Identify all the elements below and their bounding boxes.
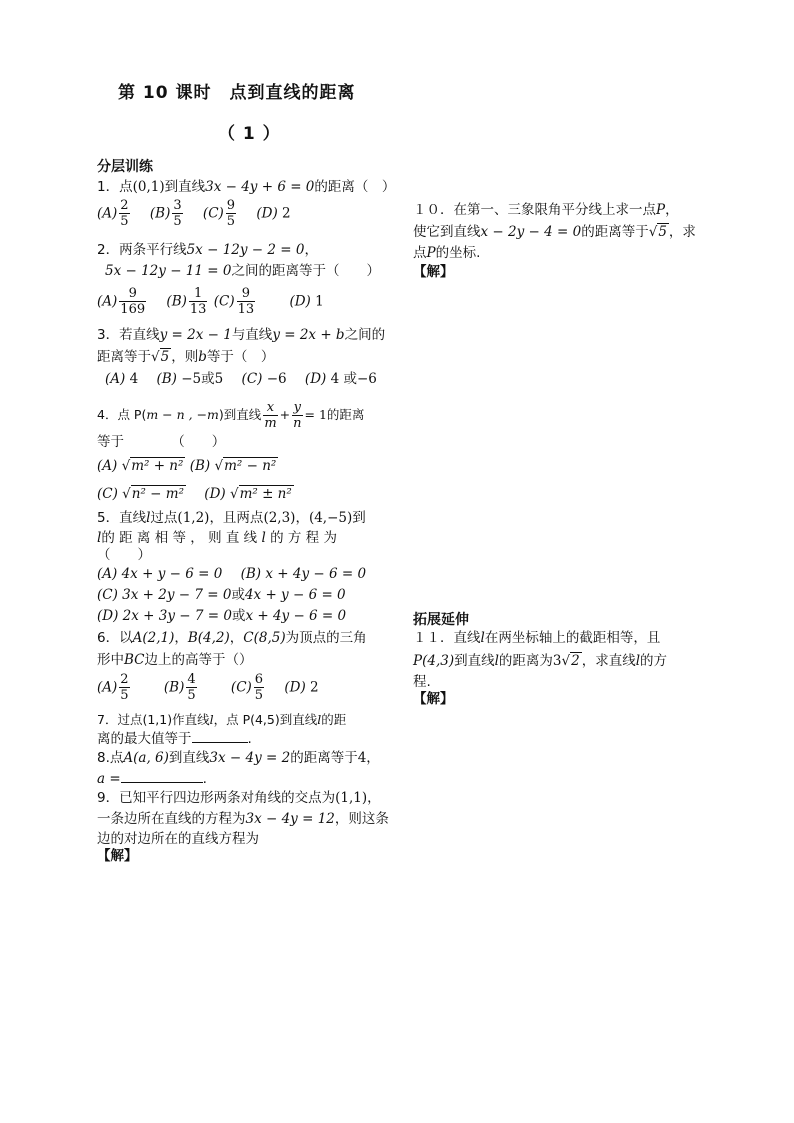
section-heading-extension: 拓展延伸 bbox=[413, 612, 469, 628]
question-8-stem-line2: a = . bbox=[97, 768, 207, 789]
question-5-option-d: (D) 2x + 3y − 7 = 0或x + 4y − 6 = 0 bbox=[97, 608, 347, 624]
question-5-stem-line3: （ ） bbox=[97, 547, 151, 563]
question-2-options: (A) $\frac{9}{169}$ (B) $\frac{1}{13}$ (C) $\frac{9}{13}$ (D) 1 bbox=[97, 286, 324, 317]
answer-blank[interactable] bbox=[192, 728, 248, 743]
question-9-stem-line1: 9．已知平行四边形两条对角线的交点为(1,1)， bbox=[97, 790, 381, 806]
question-3-options: (A) 4 (B) −5或5 (C) −6 (D) 4 或−6 bbox=[105, 371, 377, 387]
question-4-stem-line2: 等于 （ ） bbox=[97, 434, 226, 450]
question-1-options: (A) $\frac{2}{5}$ (B) $\frac{3}{5}$ (C) $\frac{9}{5}$ (D) 2 bbox=[97, 198, 291, 229]
question-3-stem-line2: 距离等于√5 ，则b等于（ ） bbox=[97, 349, 275, 365]
question-5-option-ab: (A) 4x + y − 6 = 0 (B) x + 4y − 6 = 0 bbox=[97, 566, 367, 582]
question-7-stem-line2: 离的最大值等于 . bbox=[97, 728, 252, 749]
question-1-stem: 1．点(0,1)到直线3x − 4y + 6 = 0的距离（ ） bbox=[97, 179, 396, 195]
question-11-stem-line1: １１．直线l在两坐标轴上的截距相等，且 bbox=[413, 630, 661, 646]
answer-label: 【解】 bbox=[413, 264, 454, 280]
section-heading-layered: 分层训练 bbox=[97, 159, 153, 175]
page-title: 第 10 课时 点到直线的距离 bbox=[118, 83, 356, 103]
question-6-stem-line1: 6．以A(2,1)，B(4,2)，C(8,5)为顶点的三角 bbox=[97, 630, 367, 646]
question-5-stem-line1: 5．直线l过点(1,2)，且两点(2,3)，(4,−5)到 bbox=[97, 510, 366, 526]
answer-blank[interactable] bbox=[121, 768, 203, 783]
question-4-options-row1: (A) √m² + n² (B) √m² − n² bbox=[97, 458, 277, 474]
answer-label: 【解】 bbox=[97, 848, 138, 864]
question-11-stem-line2: P(4,3)到直线l的距离为3√2 ，求直线l的方 bbox=[413, 653, 668, 669]
answer-label: 【解】 bbox=[413, 691, 454, 707]
question-9-stem-line3: 边的对边所在的直线方程为 bbox=[97, 831, 259, 847]
question-2-stem-line2: 5x − 12y − 11 = 0之间的距离等于（ ） bbox=[105, 263, 380, 279]
question-10-stem-line3: 点P的坐标. bbox=[413, 245, 481, 261]
question-5-stem-line2: l的 距 离 相 等 ， 则 直 线 l 的 方 程 为 bbox=[97, 530, 337, 546]
question-6-stem-line2: 形中BC边上的高等于（） bbox=[97, 652, 253, 668]
question-2-stem-line1: 2．两条平行线5x − 12y − 2 = 0， bbox=[97, 242, 318, 258]
question-8-stem-line1: 8.点A(a, 6)到直线3x − 4y = 2的距离等于4， bbox=[97, 750, 380, 766]
page-subtitle: （ 1 ） bbox=[218, 124, 281, 144]
question-11-stem-line3: 程. bbox=[413, 674, 431, 690]
question-9-stem-line2: 一条边所在直线的方程为3x − 4y = 12，则这条 bbox=[97, 811, 389, 827]
question-7-stem-line1: 7．过点(1,1)作直线l，点 P(4,5)到直线l的距 bbox=[97, 712, 347, 727]
question-5-option-c: (C) 3x + 2y − 7 = 0或4x + y − 6 = 0 bbox=[97, 587, 346, 603]
question-3-stem-line1: 3．若直线y = 2x − 1与直线y = 2x + b之间的 bbox=[97, 327, 386, 343]
question-10-stem-line2: 使它到直线x − 2y − 4 = 0的距离等于√5 ，求 bbox=[413, 224, 696, 240]
question-6-options: (A) $\frac{2}{5}$ (B) $\frac{4}{5}$ (C) $\frac{6}{5}$ (D) 2 bbox=[97, 672, 319, 703]
question-10-stem-line1: １０．在第一、三象限角平分线上求一点P， bbox=[413, 202, 679, 218]
question-4-options-row2: (C) √n² − m² (D) √m² ± n² bbox=[97, 486, 292, 502]
question-4-stem-line1: 4．点 P(m − n , −m)到直线 $\frac{x}{m}$ + $\frac{y}{n}$ = 1的距离 bbox=[97, 400, 365, 431]
